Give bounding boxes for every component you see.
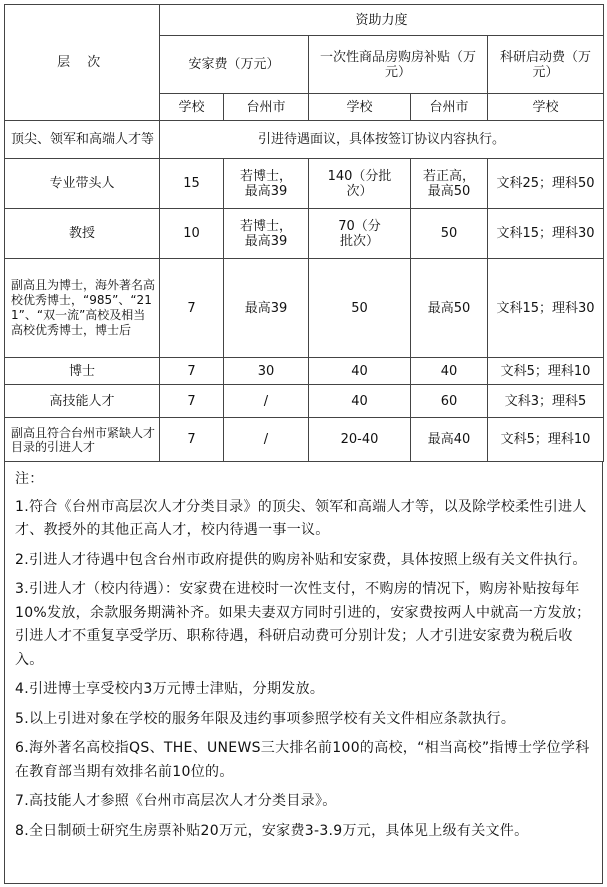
- table-row: [5, 418, 604, 462]
- row-settle-city: /: [224, 418, 309, 462]
- row-housing-school: 50: [309, 259, 411, 358]
- row-housing-school: 140（分批次）: [309, 159, 411, 209]
- note-item: 4.引进博士享受校内3万元博士津贴，分期发放。: [15, 681, 325, 697]
- notes-title: 注：: [15, 471, 44, 487]
- row-settle-school: 15: [160, 159, 224, 209]
- row-research-school: 文科25；理科50: [488, 159, 604, 209]
- row-level: 顶尖、领军和高端人才等: [5, 121, 160, 159]
- row-settle-school: 7: [160, 358, 224, 385]
- header-settle-fee: 安家费（万元）: [160, 36, 309, 94]
- row-level: 博士: [5, 358, 160, 385]
- notes-section: [4, 462, 603, 884]
- row-settle-city: /: [224, 385, 309, 418]
- row-housing-school: 40: [309, 385, 411, 418]
- row-level: 专业带头人: [5, 159, 160, 209]
- header-research-fee: 科研启动费（万元）: [488, 36, 604, 94]
- row-settle-school: 10: [160, 209, 224, 259]
- row-housing-city: 最高40: [411, 418, 488, 462]
- row-settle-school: 7: [160, 418, 224, 462]
- row-settle-city: 30: [224, 358, 309, 385]
- header-settle-school: 学校: [160, 94, 224, 121]
- row-housing-school: 20-40: [309, 418, 411, 462]
- row-housing-school: 40: [309, 358, 411, 385]
- table-row: [5, 358, 604, 385]
- note-item: 7.高技能人才参照《台州市高层次人才分类目录》。: [15, 793, 337, 809]
- funding-table: [4, 4, 604, 462]
- note-item: 6.海外著名高校指QS、THE、UNEWS三大排名前100的高校，“相当高校”指博士学位学科在教育部当期有效排名前10位的。: [15, 740, 590, 780]
- header-housing-city: 台州市: [411, 94, 488, 121]
- row-housing-city: 若正高，最高50: [411, 159, 488, 209]
- table-row: [5, 159, 604, 209]
- note-item: 8.全日制硕士研究生房票补贴20万元，安家费3-3.9万元，具体见上级有关文件。: [15, 822, 529, 839]
- header-level: 层 次: [5, 5, 160, 121]
- row-level: 副高且符合台州市紧缺人才目录的引进人才: [5, 418, 160, 462]
- row-housing-city: 50: [411, 209, 488, 259]
- row-research-school: 文科5；理科10: [488, 358, 604, 385]
- table-row: [5, 385, 604, 418]
- note-item: 2.引进人才待遇中包含台州市政府提供的购房补贴和安家费，具体按照上级有关文件执行。: [15, 551, 587, 568]
- header-housing-subsidy: 一次性商品房购房补贴（万元）: [309, 36, 488, 94]
- row-research-school: 文科15；理科30: [488, 259, 604, 358]
- table-row: [5, 209, 604, 259]
- row-level: 副高且为博士，海外著名高校优秀博士，“985”、“211”、“双一流”高校及相当高校优秀博士，博士后: [5, 259, 160, 358]
- row-research-school: 文科5；理科10: [488, 418, 604, 462]
- note-item: 3.引进人才（校内待遇）：安家费在进校时一次性支付，不购房的情况下，购房补贴按每年10%发放，余款服务期满补齐。如果夫妻双方同时引进的，安家费按两人中就高一方发放；引进人才不重复享受学历、职称待遇，科研启动费可分别计发；人才引进安家费为税后收入。: [15, 581, 591, 668]
- table-row: [5, 121, 604, 159]
- row-settle-city: 最高39: [224, 259, 309, 358]
- row-research-school: 文科15；理科30: [488, 209, 604, 259]
- row-level: 教授: [5, 209, 160, 259]
- header-funding: 资助力度: [160, 5, 604, 36]
- row-settle-city: 若博士，最高39: [224, 209, 309, 259]
- header-housing-school: 学校: [309, 94, 411, 121]
- row-merged-note: 引进待遇面议，具体按签订协议内容执行。: [160, 121, 604, 159]
- row-housing-school: 70（分批次）: [309, 209, 411, 259]
- row-settle-school: 7: [160, 259, 224, 358]
- row-housing-city: 最高50: [411, 259, 488, 358]
- policy-document: [4, 4, 603, 883]
- header-row-1: [5, 5, 604, 36]
- row-housing-city: 60: [411, 385, 488, 418]
- note-item: 5.以上引进对象在学校的服务年限及违约事项参照学校有关文件相应条款执行。: [15, 710, 516, 727]
- note-item: 1.符合《台州市高层次人才分类目录》的顶尖、领军和高端人才等，以及除学校柔性引进人才、教授外的其他正高人才，校内待遇一事一议。: [15, 498, 587, 538]
- row-level: 高技能人才: [5, 385, 160, 418]
- row-settle-city: 若博士，最高39: [224, 159, 309, 209]
- row-research-school: 文科3；理科5: [488, 385, 604, 418]
- row-housing-city: 40: [411, 358, 488, 385]
- header-research-school: 学校: [488, 94, 604, 121]
- table-row: [5, 259, 604, 358]
- row-settle-school: 7: [160, 385, 224, 418]
- header-settle-city: 台州市: [224, 94, 309, 121]
